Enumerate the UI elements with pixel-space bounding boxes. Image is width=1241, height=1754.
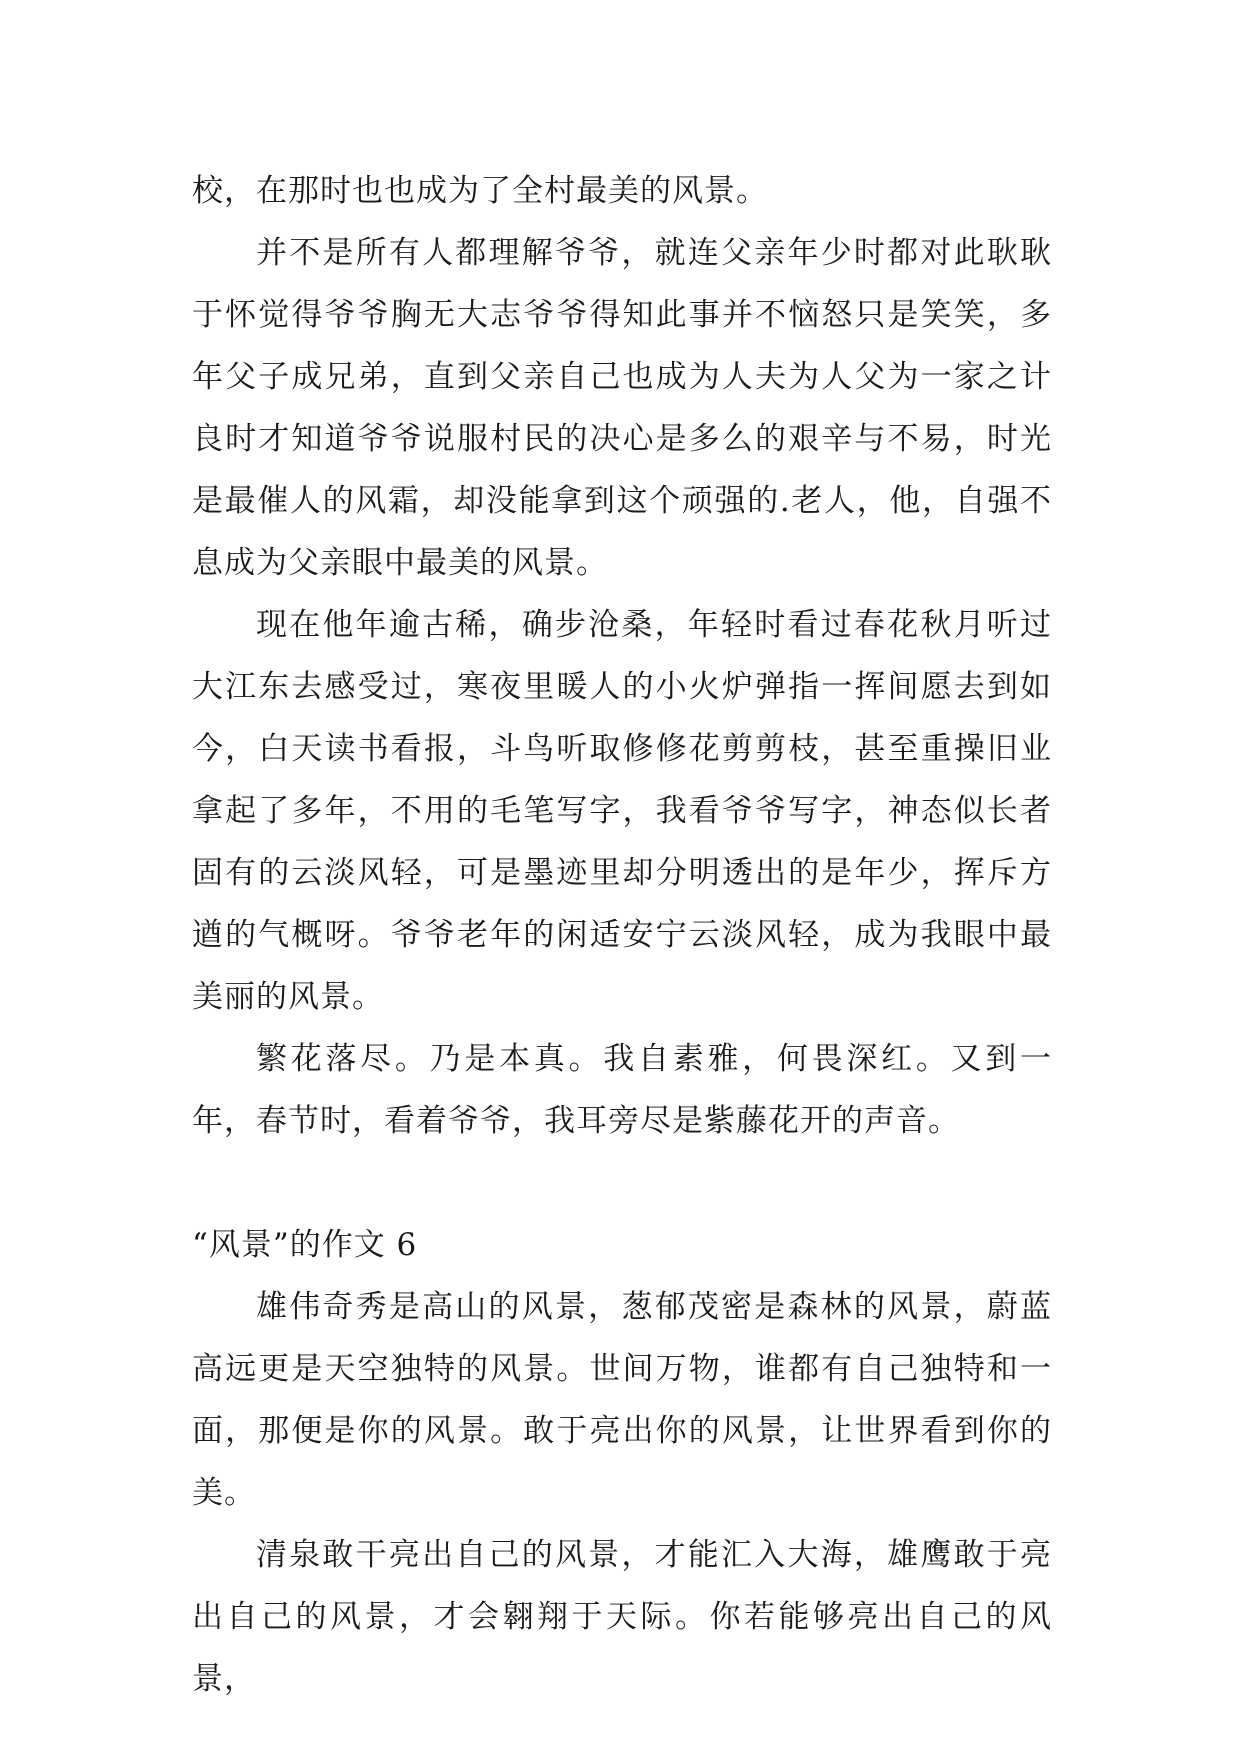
- paragraph: 清泉敢干亮出自己的风景，才能汇入大海，雄鹰敢于亮出自己的风景，才会翱翔于天际。你若能够亮出自己的风景，: [192, 1537, 1052, 1697]
- essay-title: “风景”的作文 6: [192, 1227, 418, 1263]
- paragraph: 校，在那时也也成为了全村最美的风景。: [192, 173, 768, 209]
- paragraph: 雄伟奇秀是高山的风景，葱郁茂密是森林的风景，蔚蓝高远更是天空独特的风景。世间万物，谁都有自己独特和一面，那便是你的风景。敢于亮出你的风景，让世界看到你的美。: [192, 1289, 1052, 1511]
- paragraph: 并不是所有人都理解爷爷，就连父亲年少时都对此耿耿于怀觉得爷爷胸无大志爷爷得知此事并不恼怒只是笑笑，多年父子成兄弟，直到父亲自己也成为人夫为人父为一家之计良时才知道爷爷说服村民的决心是多么的艰辛与不易，时光是最催人的风霜，却没能拿到这个顽强的.老人，他，自强不息成为父亲眼中最美的风景。: [192, 235, 1052, 581]
- paragraph: 现在他年逾古稀，确步沧桑，年轻时看过春花秋月听过大江东去感受过，寒夜里暖人的小火炉弹指一挥间愿去到如今，白天读书看报，斗鸟听取修修花剪剪枝，甚至重操旧业拿起了多年，不用的毛笔写字，我看爷爷写字，神态似长者固有的云淡风轻，可是墨迹里却分明透出的是年少，挥斥方遒的气概呀。爷爷老年的闲适安宁云淡风轻，成为我眼中最美丽的风景。: [192, 607, 1052, 1015]
- document-body: [192, 160, 1052, 1710]
- paragraph: 繁花落尽。乃是本真。我自素雅，何畏深红。又到一年，春节时，看着爷爷，我耳旁尽是紫藤花开的声音。: [192, 1041, 1052, 1139]
